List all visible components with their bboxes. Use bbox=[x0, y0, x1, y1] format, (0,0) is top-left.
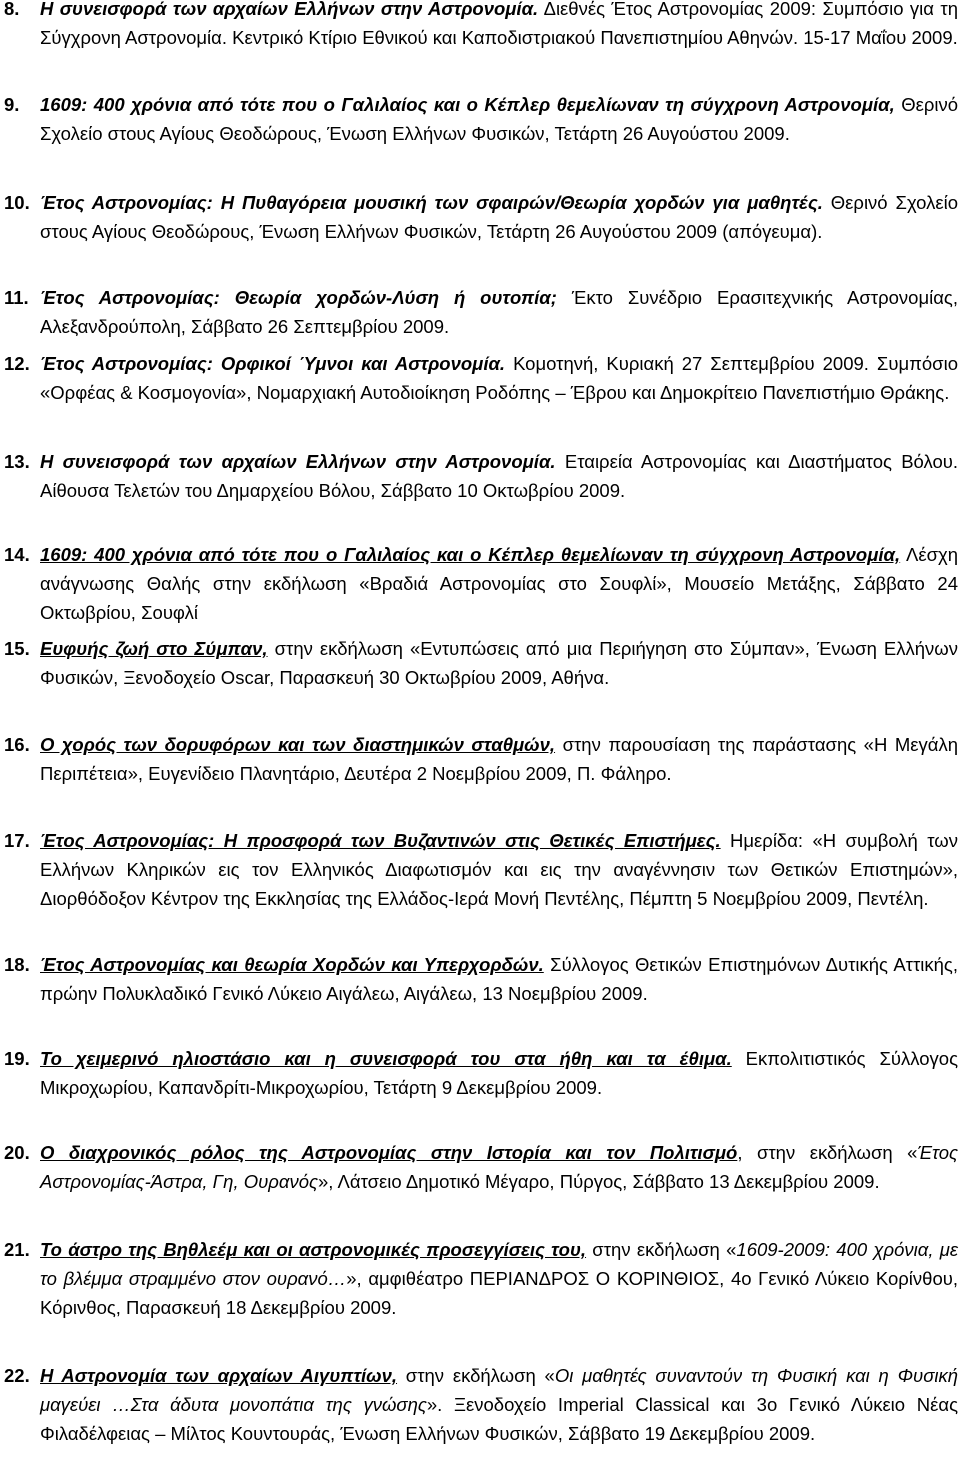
item-details: Κομοτηνή, Κυριακή 27 Σεπτεμβρίου 2009. Συμπόσιο «Ορφέας & Κοσμογονία», Νομαρχιακή Αυτοδιοίκηση Ροδόπης – Έβρου και Δημοκρίτειο Πανεπιστήμιο Θράκης. bbox=[40, 353, 958, 403]
item-title: Έτος Αστρονομίας: Η Πυθαγόρεια μουσική των σφαιρών/Θεωρία χορδών για μαθητές. bbox=[40, 192, 823, 213]
item-text bbox=[40, 540, 958, 627]
item-title: 1609: 400 χρόνια από τότε που ο Γαλιλαίος και ο Κέπλερ θεμελίωναν τη σύγχρονη Αστρονομία, bbox=[40, 94, 895, 115]
item-details: στην εκδήλωση « bbox=[586, 1239, 737, 1260]
item-text bbox=[40, 1235, 958, 1322]
item-details: Λέσχη ανάγνωσης Θαλής στην εκδήλωση «Βραδιά Αστρονομίας στο Σουφλί», Μουσείο Μετάξης, Σάββατο 24 Οκτωβρίου, Σουφλί bbox=[40, 544, 958, 623]
item-title: Έτος Αστρονομίας: Η προσφορά των Βυζαντινών στις Θετικές Επιστήμες. bbox=[40, 830, 721, 851]
list-item bbox=[0, 90, 958, 148]
item-title: Το άστρο της Βηθλεέμ και οι αστρονομικές προσεγγίσεις του, bbox=[40, 1239, 587, 1260]
item-number: 10. bbox=[4, 192, 30, 213]
list-item bbox=[0, 1138, 958, 1196]
list-item bbox=[0, 730, 958, 788]
item-text bbox=[40, 349, 958, 407]
item-text bbox=[40, 950, 958, 1008]
item-title: Το χειμερινό ηλιοστάσιο και η συνεισφορά του στα ήθη και τα έθιμα. bbox=[40, 1048, 732, 1069]
item-number: 14. bbox=[4, 544, 30, 565]
item-title: Έτος Αστρονομίας: Ορφικοί Ύμνοι και Αστρονομία. bbox=[40, 353, 506, 374]
item-text bbox=[40, 90, 958, 148]
item-text bbox=[40, 1361, 958, 1448]
item-text bbox=[40, 188, 958, 246]
item-text bbox=[40, 0, 958, 52]
item-title: Η συνεισφορά των αρχαίων Ελλήνων στην Αστρονομία. bbox=[40, 0, 539, 19]
item-details-end: », αμφιθέατρο ΠΕΡΙΑΝΔΡΟΣ Ο ΚΟΡΙΝΘΙΟΣ, 4ο Γενικό Λύκειο Κορίνθου, Κόρινθος, Παρασκευή 18 Δεκεμβρίου 2009. bbox=[40, 1268, 958, 1318]
item-quote: 1609-2009: 400 χρόνια, με το βλέμμα στραμμένο στον ουρανό… bbox=[40, 1239, 959, 1289]
item-text bbox=[40, 826, 958, 913]
item-number: 19. bbox=[4, 1048, 30, 1069]
list-item bbox=[0, 349, 958, 407]
list-item bbox=[0, 826, 958, 913]
list-item bbox=[0, 283, 958, 341]
list-item bbox=[0, 950, 958, 1008]
list-item bbox=[0, 447, 958, 505]
item-number: 13. bbox=[4, 451, 30, 472]
item-details: Εκπολιτιστικός Σύλλογος Μικροχωρίου, Καπανδρίτι-Μικροχωρίου, Τετάρτη 9 Δεκεμβρίου 2009. bbox=[40, 1048, 958, 1098]
list-item bbox=[0, 634, 958, 692]
list-item bbox=[0, 1361, 958, 1448]
item-title: Ο διαχρονικός ρόλος της Αστρονομίας στην Ιστορία και τον Πολιτισμό bbox=[40, 1142, 738, 1163]
item-details: Θερινό Σχολείο στους Αγίους Θεοδώρους, Ένωση Ελλήνων Φυσικών, Τετάρτη 26 Αυγούστου 2009. bbox=[40, 94, 959, 144]
item-number: 22. bbox=[4, 1365, 30, 1386]
list-item bbox=[0, 0, 958, 52]
item-title: Η συνεισφορά των αρχαίων Ελλήνων στην Αστρονομία. bbox=[40, 451, 556, 472]
item-number: 16. bbox=[4, 734, 30, 755]
item-number: 20. bbox=[4, 1142, 30, 1163]
item-number: 17. bbox=[4, 830, 30, 851]
item-number: 21. bbox=[4, 1239, 30, 1260]
item-text bbox=[40, 283, 958, 341]
item-text bbox=[40, 730, 958, 788]
item-text bbox=[40, 447, 958, 505]
list-item bbox=[0, 1044, 958, 1102]
item-details: Θερινό Σχολείο στους Αγίους Θεοδώρους, Ένωση Ελλήνων Φυσικών, Τετάρτη 26 Αυγούστου 2009 (απόγευμα). bbox=[40, 192, 958, 242]
item-number: 15. bbox=[4, 638, 30, 659]
item-number: 18. bbox=[4, 954, 30, 975]
item-number: 8. bbox=[4, 0, 20, 19]
item-text bbox=[40, 1138, 958, 1196]
item-quote: Οι μαθητές συναντούν τη Φυσική και η Φυσική μαγεύει …Στα άδυτα μονοπάτια της γνώσης bbox=[40, 1365, 959, 1415]
item-title: Ο χορός των δορυφόρων και των διαστημικών σταθμών, bbox=[40, 734, 556, 755]
item-text bbox=[40, 1044, 958, 1102]
item-text bbox=[40, 634, 958, 692]
item-quote: Έτος Αστρονομίας-Άστρα, Γη, Ουρανός bbox=[40, 1142, 958, 1192]
item-number: 9. bbox=[4, 94, 20, 115]
item-title: Ευφυής ζωή στο Σύμπαν, bbox=[40, 638, 268, 659]
list-item bbox=[0, 1235, 958, 1322]
item-details-end: », Λάτσειο Δημοτικό Μέγαρο, Πύργος, Σάββατο 13 Δεκεμβρίου 2009. bbox=[317, 1171, 880, 1192]
item-details: Διεθνές Έτος Αστρονομίας 2009: Συμπόσιο για τη Σύγχρονη Αστρονομία. Κεντρικό Κτίριο Εθνικού και Καποδιστριακού Πανεπιστημίου Αθηνών. 15-17 Μαΐου 2009. bbox=[40, 0, 958, 48]
item-details-end: ». Ξενοδοχείο Imperial Classical και 3ο Γενικό Λύκειο Νέας Φιλαδέλφειας – Μίλτος Κουντουράς, Ένωση Ελλήνων Φυσικών, Σάββατο 19 Δεκεμβρίου 2009. bbox=[40, 1394, 958, 1444]
item-details: στην εκδήλωση « bbox=[397, 1365, 555, 1386]
item-title: Η Αστρονομία των αρχαίων Αιγυπτίων, bbox=[40, 1365, 398, 1386]
item-details: στην εκδήλωση «Εντυπώσεις από μια Περιήγηση στο Σύμπαν», Ένωση Ελλήνων Φυσικών, Ξενοδοχείο Oscar, Παρασκευή 30 Οκτωβρίου 2009, Αθήνα. bbox=[40, 638, 958, 688]
item-title: 1609: 400 χρόνια από τότε που ο Γαλιλαίος και ο Κέπλερ θεμελίωναν τη σύγχρονη Αστρονομία, bbox=[40, 544, 901, 565]
item-number: 11. bbox=[4, 287, 29, 308]
list-item bbox=[0, 540, 958, 627]
item-details: Ημερίδα: «Η συμβολή των Ελλήνων Κληρικών εις τον Ελληνικός Διαφωτισμόν και εις την αναγέννησιν των Θετικών Επιστημών», Διορθόδοξον Κέντρον της Εκκλησίας της Ελλάδος-Ιερά Μονή Πεντέλης, Πέμπτη 5 Νοεμβρίου 2009, Πεντέλη. bbox=[40, 830, 959, 909]
list-item bbox=[0, 188, 958, 246]
item-number: 12. bbox=[4, 353, 30, 374]
item-title: Έτος Αστρονομίας και θεωρία Χορδών και Υπερχορδών. bbox=[40, 954, 544, 975]
item-details: , στην εκδήλωση « bbox=[737, 1142, 918, 1163]
item-title: Έτος Αστρονομίας: Θεωρία χορδών-Λύση ή ουτοπία; bbox=[40, 287, 557, 308]
item-details: στην παρουσίαση της παράστασης «Η Μεγάλη Περιπέτεια», Ευγενίδειο Πλανητάριο, Δευτέρα 2 Νοεμβρίου 2009, Π. Φάληρο. bbox=[40, 734, 958, 784]
item-details: Σύλλογος Θετικών Επιστημόνων Δυτικής Αττικής, πρώην Πολυκλαδικό Γενικό Λύκειο Αιγάλεω, Αιγάλεω, 13 Νοεμβρίου 2009. bbox=[40, 954, 958, 1004]
item-details: Εταιρεία Αστρονομίας και Διαστήματος Βόλου. Αίθουσα Τελετών του Δημαρχείου Βόλου, Σάββατο 10 Οκτωβρίου 2009. bbox=[40, 451, 958, 501]
item-details: Έκτο Συνέδριο Ερασιτεχνικής Αστρονομίας, Αλεξανδρούπολη, Σάββατο 26 Σεπτεμβρίου 2009. bbox=[40, 287, 958, 337]
